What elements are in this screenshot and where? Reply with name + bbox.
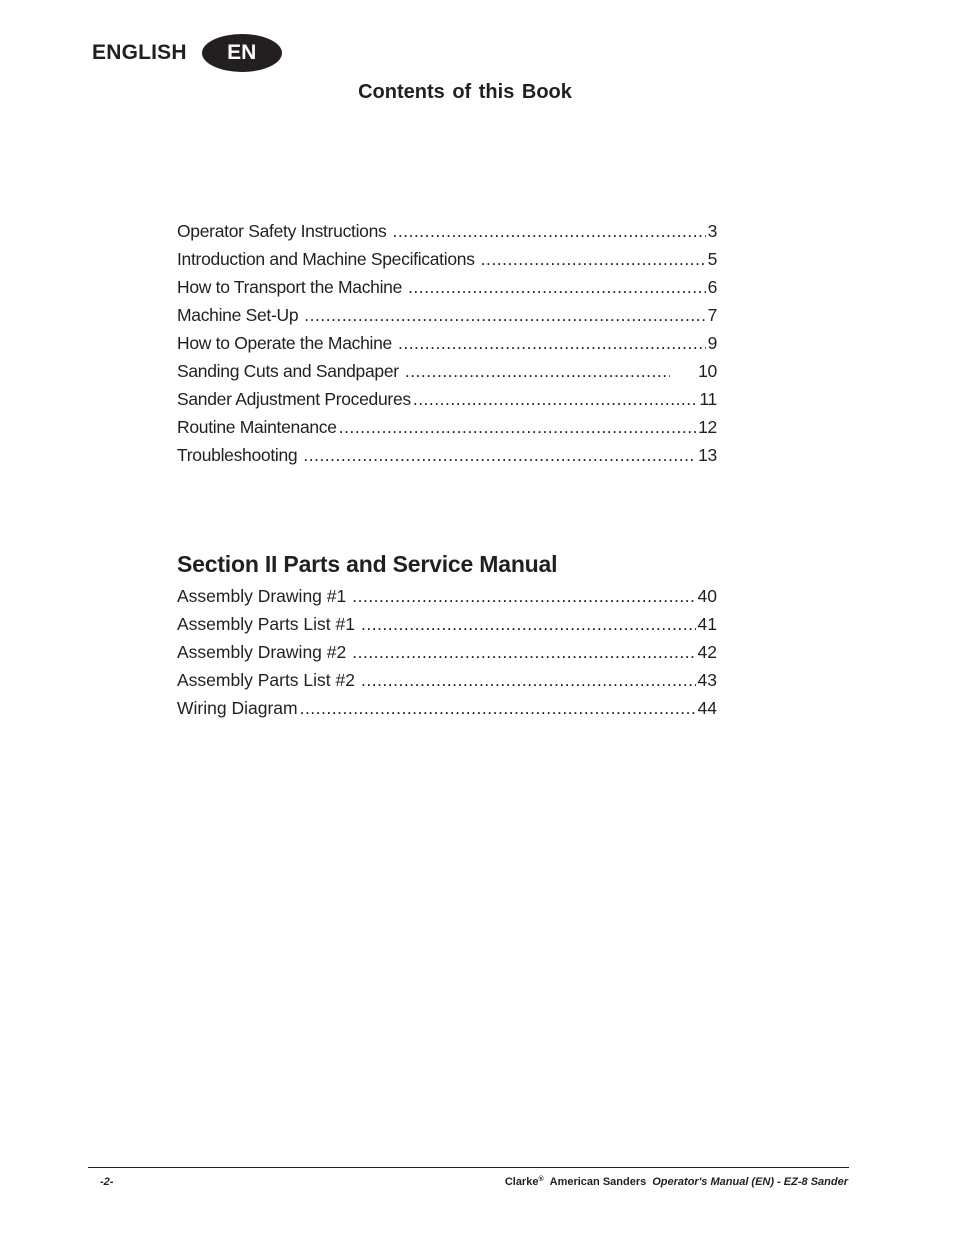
dot-leader [339,415,696,439]
toc-entry [177,303,717,331]
dot-leader [352,584,695,608]
dot-leader [392,219,705,243]
toc-entry-page: 9 [707,333,717,353]
dot-leader [361,612,696,636]
page-number: -2- [100,1176,114,1188]
toc-entry [177,359,717,387]
dot-leader [481,247,706,271]
dot-leader [352,640,695,664]
dot-leader [398,331,706,355]
toc-entry-label: Sanding Cuts and Sandpaper [177,361,399,381]
toc-entry-page: 11 [699,389,717,409]
toc-entry-page: 12 [698,417,717,437]
manual-title: Operator's Manual (EN) - EZ-8 Sander [652,1176,848,1188]
toc-entry-label: Routine Maintenance [177,417,337,437]
toc-entry-label: Machine Set-Up [177,305,299,325]
registered-mark: ® [538,1176,544,1183]
toc-entry-label: Wiring Diagram [177,698,298,718]
toc-entry [177,219,717,247]
toc-entry [177,640,717,668]
toc-entry [177,415,717,443]
toc-entry-label: Assembly Drawing #1 [177,586,347,606]
toc-entry-page: 6 [707,277,717,297]
toc-entry [177,584,717,612]
toc-entry [177,387,717,415]
toc-entry-page: 10 [698,361,717,381]
footer-brand-line [505,1176,848,1188]
toc-entry [177,668,717,696]
toc-entry-page: 7 [707,305,717,325]
language-badge: EN [202,34,282,72]
toc-entry-label: Operator Safety Instructions [177,221,387,241]
toc-entry-label: Sander Adjustment Procedures [177,389,411,409]
page-title: Contents of this Book [358,81,572,103]
language-label: ENGLISH [92,41,187,64]
toc-entry-label: Assembly Parts List #2 [177,670,355,690]
toc-entry [177,443,717,471]
toc-entry-page: 40 [697,586,717,606]
section-heading: Section II Parts and Service Manual [177,551,558,577]
dot-leader [361,668,696,692]
toc-entry [177,275,717,303]
toc-entry [177,247,717,275]
footer-divider [88,1167,849,1168]
parts-contents-list [177,584,717,724]
language-header [92,33,282,73]
company-name: American Sanders [549,1176,647,1188]
toc-entry-page: 41 [697,614,717,634]
dot-leader [405,359,670,383]
toc-entry-label: Assembly Parts List #1 [177,614,355,634]
toc-entry [177,696,717,724]
toc-entry [177,331,717,359]
toc-entry-page: 44 [697,698,717,718]
toc-entry-page: 3 [707,221,717,241]
dot-leader [413,387,698,411]
dot-leader [304,303,705,327]
toc-entry-page: 42 [697,642,717,662]
brand-name: Clarke [504,1176,539,1188]
toc-entry-page: 5 [707,249,717,269]
contents-list [177,219,717,471]
toc-entry [177,612,717,640]
dot-leader [300,696,696,720]
toc-entry-label: How to Operate the Machine [177,333,392,353]
toc-entry-label: Assembly Drawing #2 [177,642,347,662]
dot-leader [303,443,696,467]
toc-entry-page: 13 [698,445,717,465]
dot-leader [408,275,706,299]
toc-entry-label: Troubleshooting [177,445,298,465]
toc-entry-label: Introduction and Machine Specifications [177,249,475,269]
toc-entry-page: 43 [697,670,717,690]
toc-entry-label: How to Transport the Machine [177,277,403,297]
